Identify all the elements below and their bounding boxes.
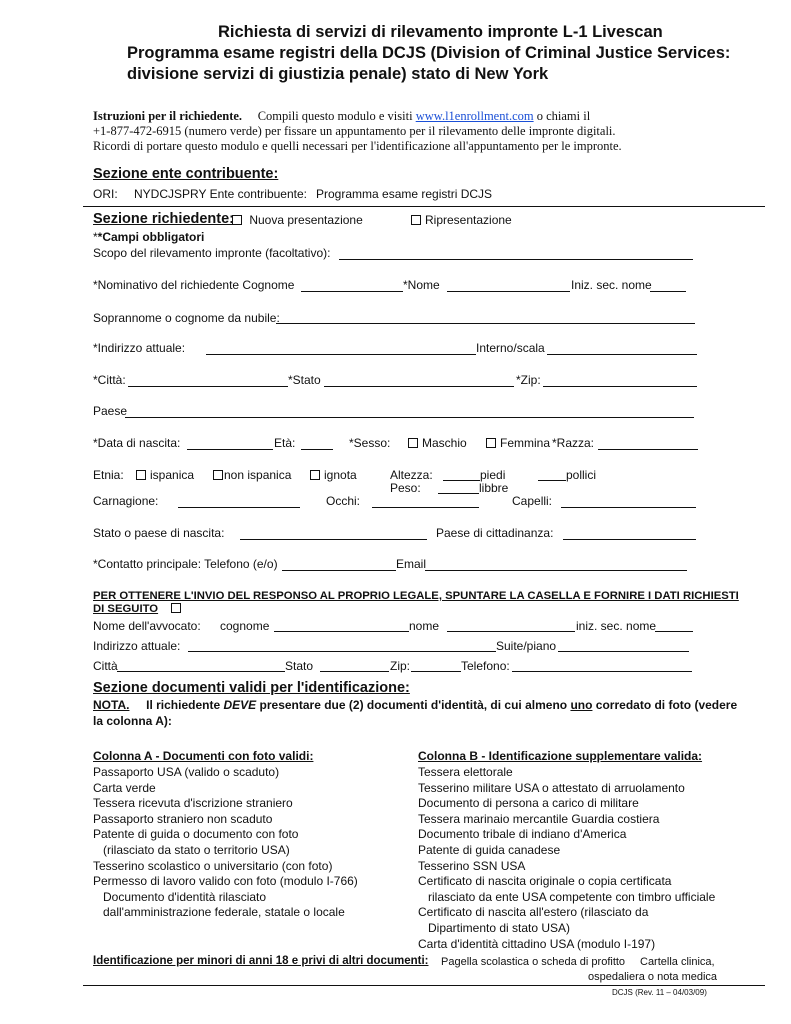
- column-b-item: rilasciato da ente USA competente con timbro ufficiale: [418, 889, 716, 904]
- column-a-item: (rilasciato da stato o territorio USA): [93, 842, 290, 857]
- birthplace-label: Stato o paese di nascita:: [93, 526, 225, 540]
- instructions-line2: +1-877-472-6915 (numero verde) per fissare un appuntamento per il rilevamento delle impronte digitali.: [93, 124, 616, 138]
- column-b-item: Documento di persona a carico di militare: [418, 796, 639, 811]
- citizenship-label: Paese di cittadinanza:: [436, 526, 554, 540]
- apt-field[interactable]: [547, 354, 697, 355]
- column-b-list: [418, 765, 715, 952]
- revision-label: DCJS (Rev. 11 – 04/03/09): [612, 988, 707, 997]
- dob-field[interactable]: [187, 449, 273, 450]
- new-submission-label: Nuova presentazione: [249, 213, 363, 227]
- minors-doc-2: Cartella clinica,: [640, 956, 715, 968]
- column-a-item: Patente di guida o documento con foto: [93, 827, 299, 842]
- note-part-c: corredato di foto (vedere: [595, 698, 738, 712]
- instructions-line3: Ricordi di portare questo modulo e quelli necessari per l'identificazione all'appuntamento per le impronte.: [93, 139, 622, 153]
- attorney-state-label: Stato: [285, 659, 314, 673]
- attorney-middle-label: iniz. sec. nome: [576, 619, 657, 633]
- minors-doc-1: Pagella scolastica o scheda di profitto: [441, 956, 626, 968]
- unknown-ethnicity-checkbox[interactable]: [310, 470, 320, 480]
- weight-field[interactable]: [438, 493, 479, 494]
- surname-label: *Nominativo del richiedente Cognome: [93, 278, 295, 292]
- documents-note: [93, 698, 737, 712]
- column-a-item: Documento d'identità rilasciato: [93, 889, 267, 904]
- attorney-phone-field[interactable]: [512, 671, 692, 672]
- note-part-b: presentare due (2) documenti d'identità, di cui almeno: [259, 698, 568, 712]
- attorney-suite-label: Suite/piano: [496, 639, 557, 653]
- hispanic-option[interactable]: [136, 468, 194, 482]
- middle-initial-field[interactable]: [650, 291, 686, 292]
- resubmission-checkbox[interactable]: [411, 215, 421, 225]
- female-label: Femmina: [500, 436, 551, 450]
- weight-label: Peso:: [390, 481, 421, 495]
- nota-label: NOTA.: [93, 698, 130, 712]
- column-b-item: Certificato di nascita originale o copia certificata: [418, 874, 672, 889]
- race-label: *Razza:: [552, 436, 595, 450]
- purpose-field[interactable]: [339, 259, 693, 260]
- instructions-line1: [93, 108, 590, 124]
- country-field[interactable]: [125, 417, 694, 418]
- instructions-text2: o chiami il: [536, 109, 591, 123]
- pounds-label: libbre: [479, 481, 509, 495]
- female-option[interactable]: [486, 436, 550, 450]
- email-label: Email: [396, 557, 427, 571]
- column-b-item: Tessera marinaio mercantile Guardia costiera: [418, 811, 660, 826]
- hair-field[interactable]: [561, 507, 696, 508]
- age-field[interactable]: [301, 449, 333, 450]
- race-field[interactable]: [598, 449, 698, 450]
- surname-field[interactable]: [301, 291, 403, 292]
- applicant-heading: Sezione richiedente:: [93, 211, 235, 227]
- enrollment-link[interactable]: www.l1enrollment.com: [415, 109, 534, 123]
- column-a-item: Permesso di lavoro valido con foto (modulo I-766): [93, 874, 358, 889]
- attorney-phone-label: Telefono:: [461, 659, 510, 673]
- divider: [83, 206, 765, 207]
- attorney-zip-field[interactable]: [411, 671, 461, 672]
- column-b-item: Tesserino militare USA o attestato di arruolamento: [418, 780, 685, 795]
- column-a-item: Tesserino scolastico o universitario (con foto): [93, 858, 333, 873]
- column-a-item: Carta verde: [93, 780, 156, 795]
- alias-field[interactable]: [276, 323, 695, 324]
- attorney-name-label: Nome dell'avvocato:: [93, 619, 201, 633]
- column-b-item: Dipartimento di stato USA): [418, 920, 571, 935]
- attorney-state-field[interactable]: [320, 671, 389, 672]
- ori-value: NYDCJSPRY Ente contribuente:: [134, 187, 307, 201]
- attorney-address-field[interactable]: [188, 651, 496, 652]
- purpose-label: Scopo del rilevamento impronte (facoltativo):: [93, 246, 331, 260]
- instructions-text1: Compili questo modulo e visiti: [257, 109, 413, 123]
- hispanic-checkbox[interactable]: [136, 470, 146, 480]
- attorney-city-field[interactable]: [117, 671, 285, 672]
- column-a-title: Colonna A - Documenti con foto validi:: [93, 749, 314, 763]
- non-hispanic-option[interactable]: [213, 468, 291, 482]
- height-feet-field[interactable]: [443, 480, 480, 481]
- age-label: Età:: [274, 436, 296, 450]
- birthplace-field[interactable]: [240, 539, 427, 540]
- citizenship-field[interactable]: [563, 539, 696, 540]
- first-name-label: *Nome: [403, 278, 440, 292]
- attorney-suite-field[interactable]: [558, 651, 689, 652]
- eyes-field[interactable]: [372, 507, 479, 508]
- resubmission-label: Ripresentazione: [425, 213, 512, 227]
- column-a-item: dall'amministrazione federale, statale o locale: [93, 905, 345, 920]
- new-submission-option[interactable]: [232, 213, 363, 227]
- phone-field[interactable]: [282, 570, 396, 571]
- form-title-line3: divisione servizi di giustizia penale) stato di New York: [127, 65, 549, 83]
- instructions-lead: Istruzioni per il richiedente.: [93, 109, 243, 123]
- state-field[interactable]: [324, 386, 514, 387]
- footer-divider: [83, 985, 765, 986]
- column-b-item: Tessera elettorale: [418, 765, 513, 779]
- complexion-field[interactable]: [178, 507, 300, 508]
- column-a-item: Passaporto straniero non scaduto: [93, 811, 273, 826]
- contributor-heading: Sezione ente contribuente:: [93, 166, 279, 182]
- column-b-title: Colonna B - Identificazione supplementare valida:: [418, 749, 703, 763]
- contributor-value: Programma esame registri DCJS: [316, 187, 493, 201]
- height-inches-field[interactable]: [538, 480, 566, 481]
- column-b-item: Carta d'identità cittadino USA (modulo I-197): [418, 936, 656, 951]
- unknown-ethnicity-option[interactable]: [310, 468, 357, 482]
- minors-doc-3: ospedaliera o nota medica: [588, 971, 718, 983]
- column-b-item: Tesserino SSN USA: [418, 858, 526, 873]
- column-b-item: Documento tribale di indiano d'America: [418, 827, 627, 842]
- state-label: *Stato: [288, 373, 321, 387]
- attorney-checkbox[interactable]: [171, 603, 181, 613]
- city-field[interactable]: [128, 386, 288, 387]
- sex-label: *Sesso:: [349, 436, 391, 450]
- alias-label: Soprannome o cognome da nubile:: [93, 311, 280, 325]
- male-option[interactable]: [408, 436, 467, 450]
- complexion-label: Carnagione:: [93, 494, 159, 508]
- required-note: **Campi obbligatori: [93, 230, 205, 244]
- note-part-a: Il richiedente: [146, 698, 221, 712]
- column-a-item: Passaporto USA (valido o scaduto): [93, 765, 280, 779]
- attorney-middle-field[interactable]: [655, 631, 693, 632]
- attorney-notice-text2: DI SEGUITO: [93, 603, 159, 615]
- non-hispanic-checkbox[interactable]: [213, 470, 223, 480]
- attorney-zip-label: Zip:: [390, 659, 411, 673]
- resubmission-option[interactable]: [411, 213, 512, 227]
- note-uno: uno: [570, 698, 593, 712]
- dob-label: *Data di nascita:: [93, 436, 181, 450]
- non-hispanic-label: non ispanica: [224, 468, 292, 482]
- attorney-address-label: Indirizzo attuale:: [93, 639, 181, 653]
- city-label: *Città:: [93, 373, 126, 387]
- country-label: Paese: [93, 404, 128, 418]
- attorney-first-field[interactable]: [447, 631, 575, 632]
- hair-label: Capelli:: [512, 494, 553, 508]
- new-submission-checkbox[interactable]: [232, 215, 242, 225]
- attorney-city-label: Città: [93, 659, 118, 673]
- first-name-field[interactable]: [447, 291, 570, 292]
- note-deve: DEVE: [223, 698, 257, 712]
- column-a-item: Tessera ricevuta d'iscrizione straniero: [93, 796, 293, 811]
- height-label: Altezza:: [390, 468, 433, 482]
- ethnicity-label: Etnia:: [93, 468, 124, 482]
- form-title-line1: Richiesta di servizi di rilevamento impronte L-1 Livescan: [218, 23, 663, 41]
- contact-label: *Contatto principale: Telefono (e/o): [93, 557, 278, 571]
- attorney-notice-line2: [93, 603, 185, 615]
- inches-label: pollici: [566, 468, 597, 482]
- zip-field[interactable]: [543, 386, 697, 387]
- zip-label: *Zip:: [516, 373, 541, 387]
- attorney-surname-field[interactable]: [274, 631, 409, 632]
- address-label: *Indirizzo attuale:: [93, 341, 186, 355]
- attorney-notice: PER OTTENERE L'INVIO DEL RESPONSO AL PROPRIO LEGALE, SPUNTARE LA CASELLA E FORNIRE I DATI RICHIESTI: [93, 590, 739, 602]
- documents-note-line2: la colonna A):: [93, 714, 172, 728]
- male-checkbox[interactable]: [408, 438, 418, 448]
- hispanic-label: ispanica: [150, 468, 195, 482]
- unknown-ethnicity-label: ignota: [324, 468, 357, 482]
- email-field[interactable]: [425, 570, 687, 571]
- address-field[interactable]: [206, 354, 476, 355]
- female-checkbox[interactable]: [486, 438, 496, 448]
- attorney-surname-label: cognome: [220, 619, 270, 633]
- column-b-item: Certificato di nascita all'estero (rilasciato da: [418, 905, 649, 920]
- required-note-text: *Campi obbligatori: [97, 230, 205, 244]
- ori-label: ORI:: [93, 187, 118, 201]
- form-title-line2: Programma esame registri della DCJS (Division of Criminal Justice Services:: [127, 44, 731, 62]
- column-b-item: Patente di guida canadese: [418, 842, 561, 857]
- feet-label: piedi: [480, 468, 506, 482]
- male-label: Maschio: [422, 436, 467, 450]
- middle-initial-label: Iniz. sec. nome: [571, 278, 652, 292]
- apt-label: Interno/scala: [476, 341, 545, 355]
- minors-label: Identificazione per minori di anni 18 e privi di altri documenti:: [93, 955, 429, 967]
- documents-heading: Sezione documenti validi per l'identificazione:: [93, 680, 410, 696]
- attorney-first-label: nome: [409, 619, 440, 633]
- eyes-label: Occhi:: [326, 494, 361, 508]
- column-a-list: [93, 765, 358, 921]
